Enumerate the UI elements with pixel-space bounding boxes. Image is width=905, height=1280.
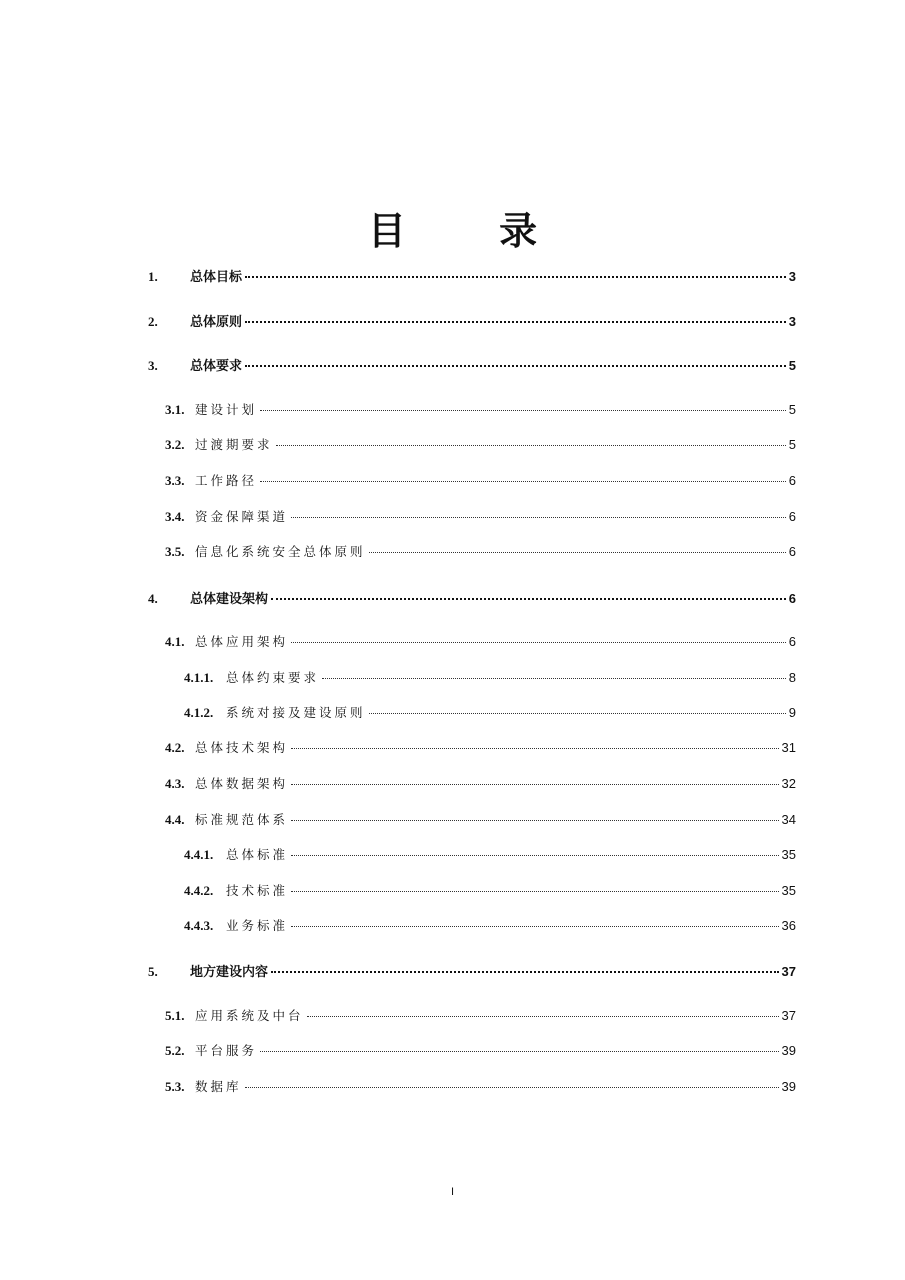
toc-dot-leader (260, 481, 786, 482)
toc-entry-number: 3.3. (165, 473, 185, 488)
toc-entry-label: 建设计划 (195, 402, 258, 417)
toc-entry-page: 9 (788, 705, 796, 720)
toc-entry[interactable] (165, 632, 796, 652)
toc-dot-leader (245, 1087, 779, 1088)
toc-entry-page: 36 (781, 918, 796, 933)
toc-entry-number: 5. (148, 964, 158, 979)
toc-entry-number: 4.1.1. (184, 670, 214, 685)
toc-dot-leader (291, 517, 786, 518)
toc-entry[interactable] (148, 588, 796, 608)
toc-entry-label: 过渡期要求 (195, 437, 273, 452)
toc-entry-page: 35 (781, 847, 796, 862)
toc-entry[interactable] (148, 961, 796, 981)
toc-entry[interactable] (148, 311, 796, 331)
toc-dot-leader (369, 552, 786, 553)
toc-entry[interactable] (165, 1077, 796, 1097)
toc-entry-label: 应用系统及中台 (195, 1008, 304, 1023)
toc-entry-number: 4.1.2. (184, 705, 214, 720)
toc-dot-leader (291, 926, 779, 927)
toc-entry-page: 37 (781, 1008, 796, 1023)
toc-dot-leader (245, 321, 786, 323)
toc-entry[interactable] (184, 916, 796, 936)
toc-entry-page: 34 (781, 812, 796, 827)
toc-dot-leader (291, 891, 779, 892)
toc-entry-number: 3.1. (165, 402, 185, 417)
toc-entry[interactable] (165, 738, 796, 758)
toc-entry-label: 总体要求 (190, 359, 243, 374)
toc-entry[interactable] (165, 435, 796, 455)
toc-entry-number: 4.3. (165, 776, 185, 791)
toc-entry-number: 1. (148, 269, 158, 284)
toc-entry[interactable] (165, 1041, 796, 1061)
toc-entry-number: 4. (148, 591, 158, 606)
toc-entry-page: 32 (781, 776, 796, 791)
toc-entry-label: 地方建设内容 (190, 965, 269, 980)
toc-entry[interactable] (184, 703, 796, 723)
toc-entry-label: 资金保障渠道 (195, 509, 289, 524)
toc-dot-leader (260, 1051, 779, 1052)
toc-entry-number: 5.1. (165, 1008, 185, 1023)
toc-entry[interactable] (165, 810, 796, 830)
toc-entry-number: 4.2. (165, 740, 185, 755)
toc-dot-leader (291, 855, 779, 856)
toc-entry-number: 3. (148, 358, 158, 373)
toc-entry-label: 平台服务 (195, 1043, 258, 1058)
toc-entry-page: 6 (788, 509, 796, 524)
toc-entry[interactable] (165, 1006, 796, 1026)
toc-dot-leader (322, 678, 786, 679)
toc-entry-label: 业务标准 (226, 918, 289, 933)
toc-entry-page: 6 (788, 544, 796, 559)
toc-entry[interactable] (165, 507, 796, 527)
toc-dot-leader (369, 713, 786, 714)
toc-entry-number: 4.1. (165, 634, 185, 649)
toc-dot-leader (245, 365, 786, 367)
toc-entry-page: 6 (788, 591, 796, 606)
toc-dot-leader (271, 598, 786, 600)
toc-entry-label: 工作路径 (195, 473, 258, 488)
toc-entry-page: 5 (788, 437, 796, 452)
toc-title: 目 录 (367, 209, 578, 253)
toc-entry-page: 8 (788, 670, 796, 685)
toc-entry-page: 39 (781, 1043, 796, 1058)
toc-entry-number: 5.2. (165, 1043, 185, 1058)
toc-entry-label: 标准规范体系 (195, 812, 289, 827)
toc-entry-page: 3 (788, 269, 796, 284)
toc-entry[interactable] (165, 471, 796, 491)
toc-entry-label: 总体数据架构 (195, 776, 289, 791)
toc-entry-number: 3.5. (165, 544, 185, 559)
toc-entry[interactable] (165, 774, 796, 794)
toc-entry-page: 5 (788, 402, 796, 417)
toc-dot-leader (307, 1016, 779, 1017)
toc-entry-label: 总体目标 (190, 270, 243, 285)
toc-entry-label: 总体标准 (226, 847, 289, 862)
toc-entry[interactable] (148, 355, 796, 375)
toc-entry[interactable] (165, 542, 796, 562)
toc-entry-label: 总体原则 (190, 315, 243, 330)
toc-entry-page: 39 (781, 1079, 796, 1094)
toc-entry-page: 6 (788, 634, 796, 649)
toc-entry[interactable] (184, 668, 796, 688)
toc-entry-page: 37 (781, 964, 796, 979)
toc-entry-number: 4.4.1. (184, 847, 214, 862)
toc-entry-label: 系统对接及建设原则 (226, 705, 366, 720)
page-number-footer: I (450, 1186, 455, 1198)
toc-dot-leader (291, 642, 786, 643)
toc-entry-label: 数据库 (195, 1079, 242, 1094)
toc-entry-number: 2. (148, 314, 158, 329)
toc-entry-number: 3.2. (165, 437, 185, 452)
toc-entry-label: 信息化系统安全总体原则 (195, 544, 366, 559)
toc-dot-leader (260, 410, 786, 411)
toc-entry-page: 31 (781, 740, 796, 755)
toc-entry-label: 总体应用架构 (195, 634, 289, 649)
toc-entry[interactable] (165, 400, 796, 420)
toc-dot-leader (291, 748, 779, 749)
toc-entry-label: 总体约束要求 (226, 670, 320, 685)
toc-entry-number: 4.4.2. (184, 883, 214, 898)
toc-entry-page: 6 (788, 473, 796, 488)
toc-entry[interactable] (184, 845, 796, 865)
toc-dot-leader (291, 784, 779, 785)
toc-dot-leader (291, 820, 779, 821)
toc-entry-page: 35 (781, 883, 796, 898)
toc-entry-page: 3 (788, 314, 796, 329)
toc-entry[interactable] (148, 266, 796, 286)
toc-dot-leader (271, 971, 779, 973)
toc-entry[interactable] (184, 881, 796, 901)
toc-entry-label: 技术标准 (226, 883, 289, 898)
toc-entry-page: 5 (788, 358, 796, 373)
toc-entry-number: 5.3. (165, 1079, 185, 1094)
toc-entry-label: 总体建设架构 (190, 592, 269, 607)
toc-dot-leader (276, 445, 786, 446)
toc-entry-number: 3.4. (165, 509, 185, 524)
toc-dot-leader (245, 276, 786, 278)
toc-entry-label: 总体技术架构 (195, 740, 289, 755)
toc-entry-number: 4.4. (165, 812, 185, 827)
toc-entry-number: 4.4.3. (184, 918, 214, 933)
